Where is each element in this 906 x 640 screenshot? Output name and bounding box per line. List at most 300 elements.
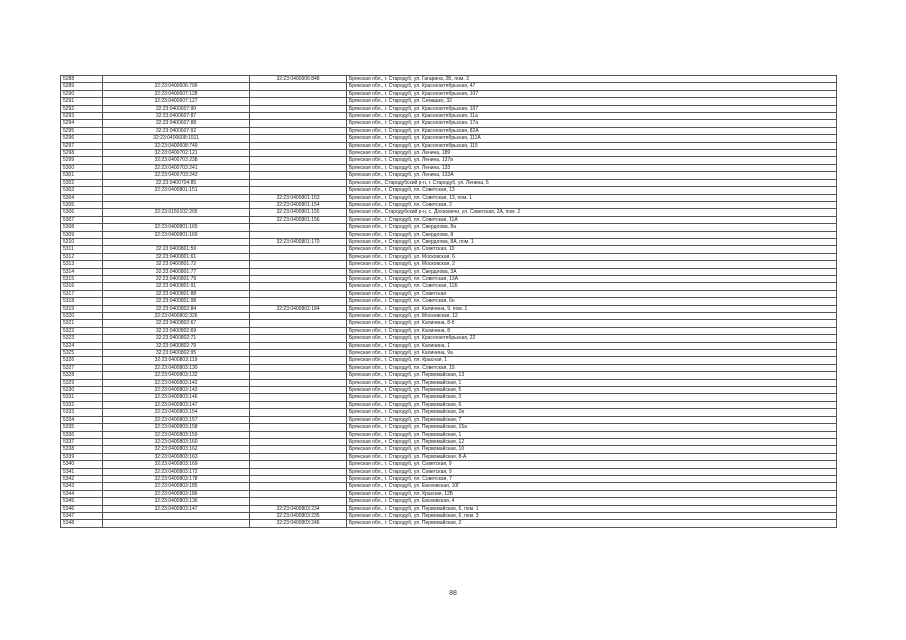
table-row	[61, 364, 837, 371]
cadastral-number-cell: 32:23:0400703:238	[103, 157, 250, 164]
premises-cadastral-number-cell	[250, 172, 347, 179]
table-row	[61, 320, 837, 327]
premises-cadastral-number-cell	[250, 261, 347, 268]
address-cell: Брянская обл., г. Стародуб, ул. Первомайская, 6, пом. 3	[347, 512, 837, 519]
row-number-cell: 5316	[61, 283, 103, 290]
premises-cadastral-number-cell	[250, 105, 347, 112]
premises-cadastral-number-cell	[250, 275, 347, 282]
table-row	[61, 201, 837, 208]
premises-cadastral-number-cell	[250, 83, 347, 90]
premises-cadastral-number-cell	[250, 357, 347, 364]
table-row	[61, 431, 837, 438]
address-cell: Брянская обл., г. Стародуб, ул. Советская	[347, 290, 837, 297]
address-cell: Брянская обл., г. Стародуб, ул. Ленина, 133А	[347, 172, 837, 179]
table-row	[61, 350, 837, 357]
cadastral-number-cell: 32:23:0400803:136	[103, 498, 250, 505]
premises-cadastral-number-cell: 32:23:0400803:235	[250, 512, 347, 519]
row-number-cell: 5314	[61, 268, 103, 275]
premises-cadastral-number-cell	[250, 298, 347, 305]
cadastral-number-cell: 32:23:0400803:162	[103, 446, 250, 453]
cadastral-number-cell: 32:23:0400801:77	[103, 268, 250, 275]
cadastral-number-cell: 32:23:0400703:241	[103, 164, 250, 171]
address-cell: Брянская обл., г. Стародуб, ул. Семашко, 32	[347, 98, 837, 105]
table-body	[61, 76, 837, 528]
table-row	[61, 98, 837, 105]
row-number-cell: 5336	[61, 431, 103, 438]
address-cell: Брянская обл., г. Стародуб, ул. Первомайская, 8-А	[347, 453, 837, 460]
cadastral-number-cell: 32:23:0400607:88	[103, 120, 250, 127]
row-number-cell: 5324	[61, 342, 103, 349]
premises-cadastral-number-cell	[250, 379, 347, 386]
cadastral-number-cell	[103, 201, 250, 208]
row-number-cell: 5348	[61, 520, 103, 527]
premises-cadastral-number-cell	[250, 179, 347, 186]
row-number-cell: 5300	[61, 164, 103, 171]
row-number-cell: 5342	[61, 475, 103, 482]
address-cell: Брянская обл., г. Стародуб, ул. Ленина, 189	[347, 150, 837, 157]
row-number-cell: 5313	[61, 261, 103, 268]
address-cell: Брянская обл., г. Стародуб, ул. Калинина, 9, пом. 1	[347, 305, 837, 312]
cadastral-number-cell: 32:23:0400607:87	[103, 113, 250, 120]
premises-cadastral-number-cell	[250, 335, 347, 342]
property-register-table	[60, 75, 837, 528]
cadastral-number-cell: 32:23:0400803:132	[103, 372, 250, 379]
row-number-cell: 5302	[61, 179, 103, 186]
premises-cadastral-number-cell	[250, 187, 347, 194]
premises-cadastral-number-cell: 32:23:0400606:848	[250, 76, 347, 83]
address-cell: Брянская обл., г. Стародуб, пл. Советская, 7	[347, 475, 837, 482]
address-cell: Брянская обл., г. Стародуб, ул. Свердлова, 8А, пом. 1	[347, 238, 837, 245]
cadastral-number-cell: 32:23:0400801:61	[103, 253, 250, 260]
cadastral-number-cell	[103, 512, 250, 519]
address-cell: Брянская обл., г. Стародуб, ул. Красноoктябрьская, 115	[347, 142, 837, 149]
table-row	[61, 246, 837, 253]
table-row	[61, 209, 837, 216]
table-row	[61, 90, 837, 97]
address-cell: Брянская обл., г. Стародуб, ул. Ленина, 137в	[347, 157, 837, 164]
table-row	[61, 150, 837, 157]
cadastral-number-cell: 32:23:0400802:69	[103, 327, 250, 334]
premises-cadastral-number-cell	[250, 120, 347, 127]
row-number-cell: 5288	[61, 76, 103, 83]
premises-cadastral-number-cell	[250, 394, 347, 401]
address-cell: Брянская обл., г. Стародуб, ул. Красноoктябрьская, 17а	[347, 120, 837, 127]
row-number-cell: 5331	[61, 394, 103, 401]
cadastral-number-cell: 32:23:0400802:95	[103, 350, 250, 357]
premises-cadastral-number-cell: 32:23:0400801:170	[250, 238, 347, 245]
address-cell: Брянская обл., г. Стародуб, ул. Советская, 10	[347, 246, 837, 253]
address-cell: Брянская обл., г. Стародуб, пл. Советская, 15	[347, 364, 837, 371]
table-row	[61, 483, 837, 490]
premises-cadastral-number-cell: 32:23:0400801:154	[250, 201, 347, 208]
premises-cadastral-number-cell	[250, 253, 347, 260]
table-row	[61, 461, 837, 468]
row-number-cell: 5334	[61, 416, 103, 423]
cadastral-number-cell: 32:23:0400801:72	[103, 261, 250, 268]
cadastral-number-cell: 32:23:0400803:160	[103, 438, 250, 445]
cadastral-number-cell: 32:23:0400803:172	[103, 468, 250, 475]
table-row	[61, 164, 837, 171]
row-number-cell: 5344	[61, 490, 103, 497]
row-number-cell: 5312	[61, 253, 103, 260]
row-number-cell: 5329	[61, 379, 103, 386]
premises-cadastral-number-cell	[250, 468, 347, 475]
row-number-cell: 5311	[61, 246, 103, 253]
row-number-cell: 5297	[61, 142, 103, 149]
address-cell: Брянская обл., г. Стародуб, ул. Московская, 12	[347, 313, 837, 320]
table-row	[61, 424, 837, 431]
table-row	[61, 268, 837, 275]
address-cell: Брянская обл., г. Стародуб, ул. Первомайская, 10	[347, 446, 837, 453]
premises-cadastral-number-cell	[250, 350, 347, 357]
address-cell: Брянская обл., г. Стародуб, ул. Первомайская, 3	[347, 394, 837, 401]
address-cell: Брянская обл., г. Стародуб, ул. Первомайская, 5	[347, 387, 837, 394]
premises-cadastral-number-cell: 32:23:0400801:155	[250, 209, 347, 216]
row-number-cell: 5310	[61, 238, 103, 245]
cadastral-number-cell: 32:23:0400608:749	[103, 142, 250, 149]
premises-cadastral-number-cell	[250, 431, 347, 438]
table-row	[61, 194, 837, 201]
address-cell: Брянская обл., г. Стародуб, ул. Первомайская, 6	[347, 401, 837, 408]
cadastral-number-cell: 32:23:0400803:186	[103, 490, 250, 497]
address-cell: Брянская обл., г. Стародуб, ул. Калинина, 8	[347, 327, 837, 334]
row-number-cell: 5321	[61, 320, 103, 327]
table-row	[61, 120, 837, 127]
address-cell: Брянская обл., г. Стародуб, ул. Первомайская, 2	[347, 520, 837, 527]
cadastral-number-cell: 32:23:0400803:142	[103, 379, 250, 386]
premises-cadastral-number-cell	[250, 231, 347, 238]
premises-cadastral-number-cell	[250, 283, 347, 290]
row-number-cell: 5345	[61, 498, 103, 505]
table-row	[61, 438, 837, 445]
row-number-cell: 5309	[61, 231, 103, 238]
table-row	[61, 216, 837, 223]
cadastral-number-cell: 32:23:0400801:91	[103, 283, 250, 290]
cadastral-number-cell: 32:23:0400803:146	[103, 394, 250, 401]
row-number-cell: 5320	[61, 313, 103, 320]
row-number-cell: 5322	[61, 327, 103, 334]
premises-cadastral-number-cell	[250, 424, 347, 431]
row-number-cell: 5317	[61, 290, 103, 297]
row-number-cell: 5323	[61, 335, 103, 342]
address-cell: Брянская обл., г. Стародуб, ул. Первомайская, 15а	[347, 424, 837, 431]
premises-cadastral-number-cell: 32:23:0400801:153	[250, 194, 347, 201]
row-number-cell: 5293	[61, 113, 103, 120]
address-cell: Брянская обл., г. Стародуб, ул. Евсеевская, 4	[347, 498, 837, 505]
row-number-cell: 5290	[61, 90, 103, 97]
premises-cadastral-number-cell	[250, 113, 347, 120]
table-row	[61, 357, 837, 364]
cadastral-number-cell: 32:23:0400803:154	[103, 409, 250, 416]
address-cell: Брянская обл., г. Стародуб, ул. Московская, 2	[347, 261, 837, 268]
cadastral-number-cell: 32:23:0400607:92	[103, 127, 250, 134]
cadastral-number-cell: 32:23:0400803:143	[103, 387, 250, 394]
premises-cadastral-number-cell	[250, 446, 347, 453]
address-cell: Брянская обл., г. Стародуб, пл. Советская, 2	[347, 201, 837, 208]
row-number-cell: 5292	[61, 105, 103, 112]
table-row	[61, 187, 837, 194]
row-number-cell: 5296	[61, 135, 103, 142]
premises-cadastral-number-cell	[250, 127, 347, 134]
table-row	[61, 298, 837, 305]
address-cell: Брянская обл., Стародубский р-н, с. Дохновичи, ул. Советская, 2А, пом. 2	[347, 209, 837, 216]
address-cell: Брянская обл., г. Стародуб, ул. Первомайская, 6, пом. 1	[347, 505, 837, 512]
cadastral-number-cell: 32:23:0400802:67	[103, 320, 250, 327]
table-row	[61, 172, 837, 179]
address-cell: Брянская обл., г. Стародуб, ул. Красноoктябрьская, 82А	[347, 127, 837, 134]
cadastral-number-cell: 32:23:0400803:130	[103, 364, 250, 371]
table-row	[61, 468, 837, 475]
cadastral-number-cell: 32:23:0400801:169	[103, 231, 250, 238]
row-number-cell: 5346	[61, 505, 103, 512]
address-cell: Брянская обл., г. Стародуб, ул. Первомайская, 1	[347, 379, 837, 386]
premises-cadastral-number-cell	[250, 98, 347, 105]
table-row	[61, 157, 837, 164]
table-row	[61, 335, 837, 342]
address-cell: Брянская обл., г. Стародуб, ул. Красноoктябрьская, 47	[347, 83, 837, 90]
row-number-cell: 5341	[61, 468, 103, 475]
address-cell: Брянская обл., г. Стародуб, ул. Калинина, 9а	[347, 350, 837, 357]
row-number-cell: 5319	[61, 305, 103, 312]
cadastral-number-cell	[103, 216, 250, 223]
cadastral-number-cell: 32:23:0400803:185	[103, 483, 250, 490]
premises-cadastral-number-cell	[250, 475, 347, 482]
cadastral-number-cell: 32:23:0400801:165	[103, 224, 250, 231]
cadastral-number-cell: 32:23:0400704:85	[103, 179, 250, 186]
premises-cadastral-number-cell	[250, 150, 347, 157]
cadastral-number-cell: 32:23:0400803:147	[103, 401, 250, 408]
row-number-cell: 5301	[61, 172, 103, 179]
cadastral-number-cell: 32:23:0400703:243	[103, 172, 250, 179]
address-cell: Брянская обл., г. Стародуб, ул. Свердлова, 3А	[347, 268, 837, 275]
address-cell: Брянская обл., г. Стародуб, ул. Ленина, 133	[347, 164, 837, 171]
cadastral-number-cell: 32:23:0400801:88	[103, 290, 250, 297]
row-number-cell: 5289	[61, 83, 103, 90]
premises-cadastral-number-cell	[250, 90, 347, 97]
row-number-cell: 5328	[61, 372, 103, 379]
row-number-cell: 5339	[61, 453, 103, 460]
cadastral-number-cell: 32:23:0400702:121	[103, 150, 250, 157]
cadastral-number-cell: 32:23:0400607:127	[103, 98, 250, 105]
cadastral-number-cell: 32:23:0400803:169	[103, 461, 250, 468]
premises-cadastral-number-cell	[250, 320, 347, 327]
address-cell: Брянская обл., г. Стародуб, ул. Московская, 6	[347, 253, 837, 260]
premises-cadastral-number-cell	[250, 290, 347, 297]
table-row	[61, 83, 837, 90]
cadastral-number-cell: 32:23:0400801:98	[103, 298, 250, 305]
premises-cadastral-number-cell: 32:23:0400802:184	[250, 305, 347, 312]
row-number-cell: 5326	[61, 357, 103, 364]
premises-cadastral-number-cell	[250, 416, 347, 423]
address-cell: Брянская обл., г. Стародуб, пл. Красная, 1	[347, 357, 837, 364]
row-number-cell: 5330	[61, 387, 103, 394]
table-row	[61, 127, 837, 134]
premises-cadastral-number-cell	[250, 490, 347, 497]
cadastral-number-cell: 32:23:0400803:147	[103, 505, 250, 512]
cadastral-number-cell: 32:23:0400802:326	[103, 313, 250, 320]
premises-cadastral-number-cell	[250, 142, 347, 149]
address-cell: Брянская обл., г. Стародуб, пл. Советская, 6н	[347, 298, 837, 305]
cadastral-number-cell	[103, 194, 250, 201]
row-number-cell: 5307	[61, 216, 103, 223]
cadastral-number-cell: 32:23:0400801:59	[103, 246, 250, 253]
address-cell: Брянская обл., г. Стародуб, ул. Красноoктябрьская, 22	[347, 335, 837, 342]
row-number-cell: 5338	[61, 446, 103, 453]
premises-cadastral-number-cell	[250, 401, 347, 408]
address-cell: Брянская обл., г. Стародуб, ул. Свердлова, 8	[347, 231, 837, 238]
row-number-cell: 5303	[61, 187, 103, 194]
table-row	[61, 498, 837, 505]
cadastral-number-cell: 32:23:0400802:71	[103, 335, 250, 342]
address-cell: Брянская обл., г. Стародуб, ул. Советская, 9	[347, 461, 837, 468]
premises-cadastral-number-cell	[250, 483, 347, 490]
address-cell: Брянская обл., г. Стародуб, ул. Гагарина, 2Б, пом. 3	[347, 76, 837, 83]
table-row	[61, 224, 837, 231]
table-row	[61, 416, 837, 423]
table-row	[61, 238, 837, 245]
row-number-cell: 5318	[61, 298, 103, 305]
address-cell: Брянская обл., г. Стародуб, ул. Калинина, 1	[347, 342, 837, 349]
premises-cadastral-number-cell	[250, 164, 347, 171]
table-row	[61, 453, 837, 460]
address-cell: Брянская обл., г. Стародуб, ул. Евсеевская, 10Г	[347, 483, 837, 490]
premises-cadastral-number-cell	[250, 135, 347, 142]
cadastral-number-cell	[103, 76, 250, 83]
table-row	[61, 520, 837, 527]
table-row	[61, 142, 837, 149]
table-row	[61, 275, 837, 282]
row-number-cell: 5333	[61, 409, 103, 416]
row-number-cell: 5304	[61, 194, 103, 201]
row-number-cell: 5335	[61, 424, 103, 431]
row-number-cell: 5291	[61, 98, 103, 105]
table-row	[61, 253, 837, 260]
cadastral-number-cell: 32:23:0400607:128	[103, 90, 250, 97]
cadastral-number-cell: 32:23:0400803:119	[103, 357, 250, 364]
row-number-cell: 5295	[61, 127, 103, 134]
address-cell: Брянская обл., г. Стародуб, пл. Советская, 13А	[347, 275, 837, 282]
cadastral-number-cell: 32:23:0400802:84	[103, 305, 250, 312]
address-cell: Брянская обл., г. Стародуб, пл. Красная, 12Б	[347, 490, 837, 497]
table-row	[61, 394, 837, 401]
cadastral-number-cell: 32:23:0400801:79	[103, 275, 250, 282]
cadastral-number-cell: 32:23:0150102:205	[103, 209, 250, 216]
row-number-cell: 5315	[61, 275, 103, 282]
premises-cadastral-number-cell	[250, 498, 347, 505]
table-row	[61, 305, 837, 312]
address-cell: Брянская обл., г. Стародуб, ул. Первомайская, 12	[347, 438, 837, 445]
table-row	[61, 446, 837, 453]
row-number-cell: 5298	[61, 150, 103, 157]
address-cell: Брянская обл., г. Стародуб, пл. Советская, 11Б	[347, 283, 837, 290]
address-cell: Брянская обл., г. Стародуб, ул. Калинина, 8-б	[347, 320, 837, 327]
address-cell: Брянская обл., г. Стародуб, ул. Красноoктябрьская, 11а	[347, 113, 837, 120]
table-row	[61, 76, 837, 83]
table-row	[61, 179, 837, 186]
premises-cadastral-number-cell	[250, 327, 347, 334]
address-cell: Брянская обл., г. Стародуб, пл. Советская, 13	[347, 187, 837, 194]
table-row	[61, 512, 837, 519]
address-cell: Брянская обл., г. Стародуб, ул. Красноoктябрьская, 111А	[347, 135, 837, 142]
cadastral-number-cell: 32:23:0400607:90	[103, 105, 250, 112]
table-row	[61, 379, 837, 386]
table-row	[61, 490, 837, 497]
address-cell: Брянская обл., г. Стародуб, ул. Первомайская, 7	[347, 416, 837, 423]
address-cell: Брянская обл., Стародубский р-н, г. Стародуб, ул. Ленина, 5	[347, 179, 837, 186]
premises-cadastral-number-cell	[250, 313, 347, 320]
table-row	[61, 113, 837, 120]
premises-cadastral-number-cell	[250, 224, 347, 231]
row-number-cell: 5337	[61, 438, 103, 445]
cadastral-number-cell: 32:23:0400801:151	[103, 187, 250, 194]
premises-cadastral-number-cell	[250, 246, 347, 253]
premises-cadastral-number-cell	[250, 157, 347, 164]
table-row	[61, 283, 837, 290]
cadastral-number-cell: 32:23:0400803:159	[103, 431, 250, 438]
cadastral-number-cell: 32:23:0400608:1011	[103, 135, 250, 142]
premises-cadastral-number-cell	[250, 372, 347, 379]
row-number-cell: 5306	[61, 209, 103, 216]
row-number-cell: 5340	[61, 461, 103, 468]
premises-cadastral-number-cell	[250, 461, 347, 468]
address-cell: Брянская обл., г. Стародуб, ул. Первомайская, 1	[347, 431, 837, 438]
table-row	[61, 290, 837, 297]
row-number-cell: 5305	[61, 201, 103, 208]
table-row	[61, 475, 837, 482]
premises-cadastral-number-cell	[250, 364, 347, 371]
row-number-cell: 5294	[61, 120, 103, 127]
table-row	[61, 409, 837, 416]
premises-cadastral-number-cell	[250, 387, 347, 394]
cadastral-number-cell: 32:23:0400803:163	[103, 453, 250, 460]
address-cell: Брянская обл., г. Стародуб, ул. Первомайская, 13	[347, 372, 837, 379]
cadastral-number-cell: 32:23:0400803:158	[103, 424, 250, 431]
table-row	[61, 105, 837, 112]
table-row	[61, 387, 837, 394]
row-number-cell: 5343	[61, 483, 103, 490]
premises-cadastral-number-cell	[250, 453, 347, 460]
row-number-cell: 5325	[61, 350, 103, 357]
row-number-cell: 5308	[61, 224, 103, 231]
table-row	[61, 135, 837, 142]
cadastral-number-cell: 32:23:0400606:706	[103, 83, 250, 90]
row-number-cell: 5347	[61, 512, 103, 519]
premises-cadastral-number-cell: 32:23:0400803:246	[250, 520, 347, 527]
page-number: 88	[449, 590, 457, 597]
address-cell: Брянская обл., г. Стародуб, ул. Первомайская, 2в	[347, 409, 837, 416]
premises-cadastral-number-cell	[250, 409, 347, 416]
row-number-cell: 5327	[61, 364, 103, 371]
address-cell: Брянская обл., г. Стародуб, ул. Красноoктябрьская, 107	[347, 90, 837, 97]
table-row	[61, 231, 837, 238]
table-row	[61, 505, 837, 512]
premises-cadastral-number-cell	[250, 268, 347, 275]
row-number-cell: 5332	[61, 401, 103, 408]
row-number-cell: 5299	[61, 157, 103, 164]
cadastral-number-cell: 32:23:0400803:178	[103, 475, 250, 482]
premises-cadastral-number-cell: 32:23:0400803:234	[250, 505, 347, 512]
cadastral-number-cell: 32:23:0400802:79	[103, 342, 250, 349]
address-cell: Брянская обл., г. Стародуб, пл. Советская, 11А	[347, 216, 837, 223]
table-row	[61, 342, 837, 349]
premises-cadastral-number-cell: 32:23:0400801:156	[250, 216, 347, 223]
table-row	[61, 313, 837, 320]
table-row	[61, 261, 837, 268]
table-row	[61, 327, 837, 334]
cadastral-number-cell	[103, 238, 250, 245]
premises-cadastral-number-cell	[250, 438, 347, 445]
table-row	[61, 372, 837, 379]
